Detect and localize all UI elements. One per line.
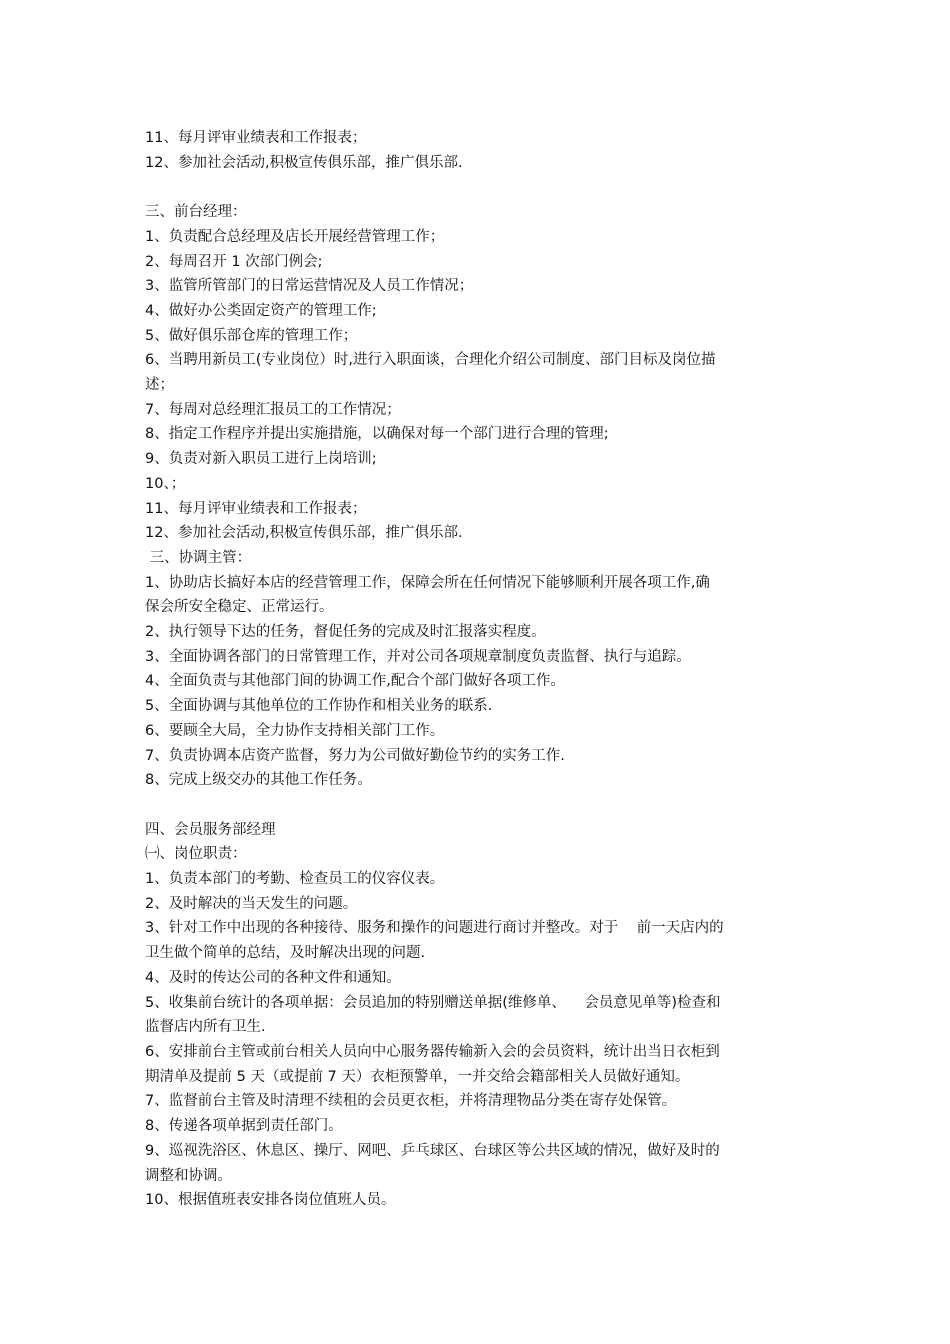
text-line: 1、负责本部门的考勤、检查员工的仪容仪表。 [145,871,445,888]
text-line: 12、参加社会活动,积极宣传俱乐部，推广俱乐部. [145,525,463,542]
text-line: 三、前台经理： [145,204,247,221]
text-line: ㈠、岗位职责： [145,846,247,863]
document-body [145,126,810,1213]
text-line: 卫生做个简单的总结，及时解决出现的问题. [145,945,426,962]
text-line: 10、根据值班表安排各岗位值班人员。 [145,1192,396,1209]
text-line: 5、全面协调与其他单位的工作协作和相关业务的联系. [145,698,493,715]
text-line: 4、做好办公类固定资产的管理工作; [145,302,377,319]
text-line: 4、全面负责与其他部门间的协调工作,配合个部门做好各项工作。 [145,673,565,690]
text-line: 11、每月评审业绩表和工作报表； [145,130,367,146]
text-line: 7、监督前台主管及时清理不续租的会员更衣柜，并将清理物品分类在寄存处保管。 [145,1093,677,1110]
text-line: 7、负责协调本店资产监督，努力为公司做好勤俭节约的实务工作. [145,747,565,764]
text-line: 6、当聘用新员工(专业岗位）时,进行入职面谈，合理化介绍公司制度、部门目标及岗位描 [145,352,716,369]
text-line: 2、每周召开 1 次部门例会; [145,253,323,270]
text-line: 1、负责配合总经理及店长开展经营管理工作； [145,228,445,245]
text-line: 5、收集前台统计的各项单据：会员追加的特别赠送单据(维修单、 会员意见单等)检查和 [145,994,721,1011]
text-line: 三、协调主管： [145,549,252,566]
text-line: 9、巡视洗浴区、休息区、操厅、网吧、乒乓球区、台球区等公共区域的情况，做好及时的 [145,1142,720,1159]
text-line: 3、监管所管部门的日常运营情况及人员工作情况； [145,278,474,295]
text-line: 1、协助店长搞好本店的经营管理工作，保障会所在任何情况下能够顺利开展各项工作,确 [145,574,710,591]
text-line: 4、及时的传达公司的各种文件和通知。 [145,969,401,986]
text-line: 2、及时解决的当天发生的问题。 [145,895,358,912]
blank-line [145,793,810,818]
text-line: 3、针对工作中出现的各种接待、服务和操作的问题进行商讨并整改。对于 前一天店内的 [145,920,724,937]
blank-line [145,175,810,200]
text-line: 5、做好俱乐部仓库的管理工作； [145,327,358,344]
text-line: 9、负责对新入职员工进行上岗培训; [145,451,377,468]
text-line: 四、会员服务部经理 [145,821,276,838]
text-line: 8、完成上级交办的其他工作任务。 [145,772,372,789]
text-line: 2、执行领导下达的任务，督促任务的完成及时汇报落实程度。 [145,624,546,641]
text-line: 保会所安全稳定、正常运行。 [145,599,334,616]
text-line: 6、要顾全大局，全力协作支持相关部门工作。 [145,722,445,739]
text-line: 10、； [145,475,186,492]
text-line: 监督店内所有卫生. [145,1019,266,1036]
text-line: 期清单及提前 5 天（或提前 7 天）衣柜预警单，一并交给会籍部相关人员做好通知。 [145,1068,690,1085]
text-line: 8、传递各项单据到责任部门。 [145,1118,343,1135]
text-line: 3、全面协调各部门的日常管理工作，并对公司各项规章制度负责监督、执行与追踪。 [145,648,691,665]
text-line: 6、安排前台主管或前台相关人员向中心服务器传输新入会的会员资料，统计出当日衣柜到 [145,1043,720,1060]
text-line: 调整和协调。 [145,1167,232,1184]
text-line: 11、每月评审业绩表和工作报表； [145,500,367,517]
text-line: 述； [145,377,174,394]
text-line: 12、参加社会活动,积极宣传俱乐部，推广俱乐部. [145,154,463,171]
text-line: 8、指定工作程序并提出实施措施，以确保对每一个部门进行合理的管理; [145,426,609,443]
text-line: 7、每周对总经理汇报员工的工作情况； [145,401,401,418]
